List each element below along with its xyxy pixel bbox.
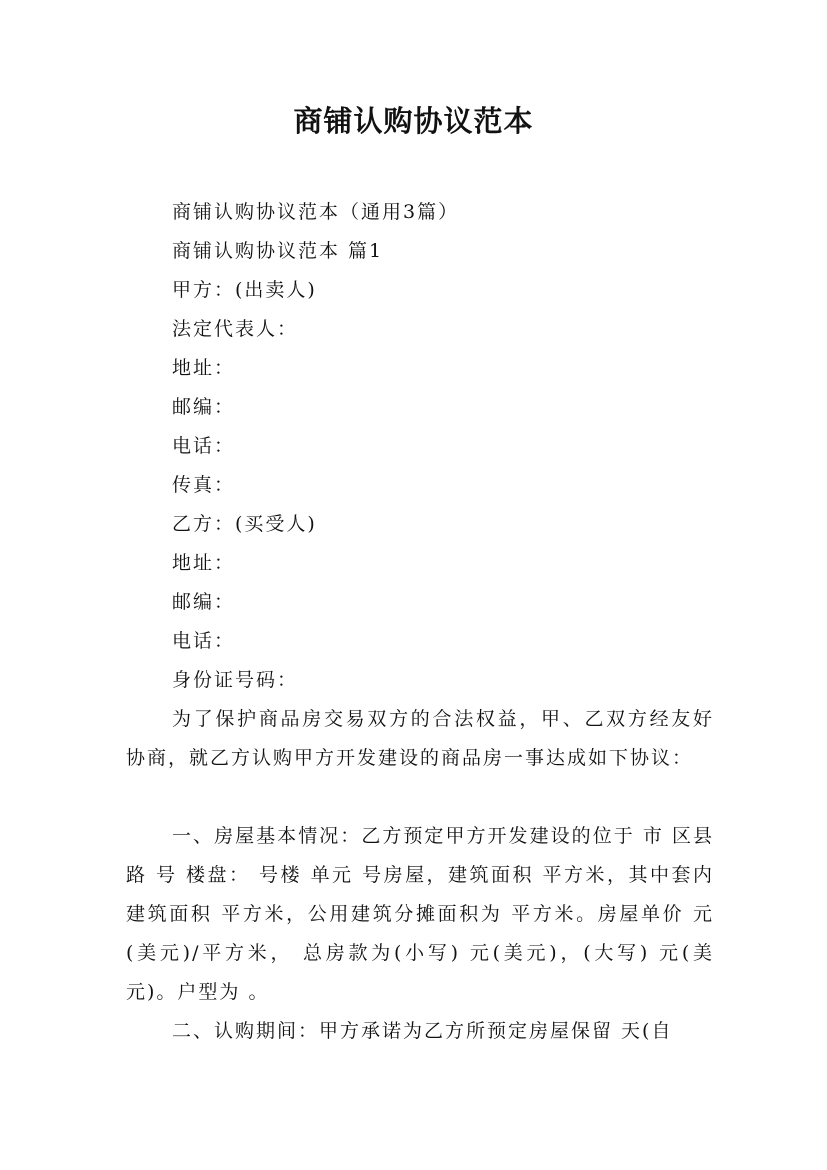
party-a-phone-label: 电话： bbox=[172, 435, 236, 457]
party-b-address-label: 地址： bbox=[172, 552, 236, 574]
clause-1-paragraph: 一、房屋基本情况：乙方预定甲方开发建设的位于 市 区县 路 号 楼盘： 号楼 单元 号房屋，建筑面积 平方米，其中套内建筑面积 平方米，公用建筑分摊面积为 平方米。房屋单价 元(美元)/平方米， 总房款为(小写) 元(美元)，(大写) 元(美元)。户型为 。 bbox=[126, 825, 714, 1003]
party-a-label: 甲方：(出卖人) bbox=[172, 279, 317, 301]
party-a-fax-label: 传真： bbox=[172, 474, 236, 496]
clause-2-paragraph: 二、认购期间：甲方承诺为乙方所预定房屋保留 天(自 bbox=[172, 1020, 673, 1042]
legal-representative-label: 法定代表人： bbox=[172, 318, 299, 340]
subtitle-line: 商铺认购协议范本（通用3篇） bbox=[172, 201, 460, 223]
party-a-postcode-label: 邮编： bbox=[172, 396, 236, 418]
party-a-address-label: 地址： bbox=[172, 357, 236, 379]
party-b-postcode-label: 邮编： bbox=[172, 591, 236, 613]
preamble-paragraph: 为了保护商品房交易双方的合法权益，甲、乙双方经友好协商，就乙方认购甲方开发建设的商品房一事达成如下协议： bbox=[126, 708, 714, 769]
document-title: 商铺认购协议范本 bbox=[293, 104, 534, 138]
party-b-phone-label: 电话： bbox=[172, 630, 236, 652]
section-heading: 商铺认购协议范本 篇1 bbox=[172, 240, 384, 262]
party-info-list bbox=[172, 193, 459, 700]
id-number-label: 身份证号码： bbox=[172, 669, 299, 691]
party-b-label: 乙方：(买受人) bbox=[172, 513, 317, 535]
